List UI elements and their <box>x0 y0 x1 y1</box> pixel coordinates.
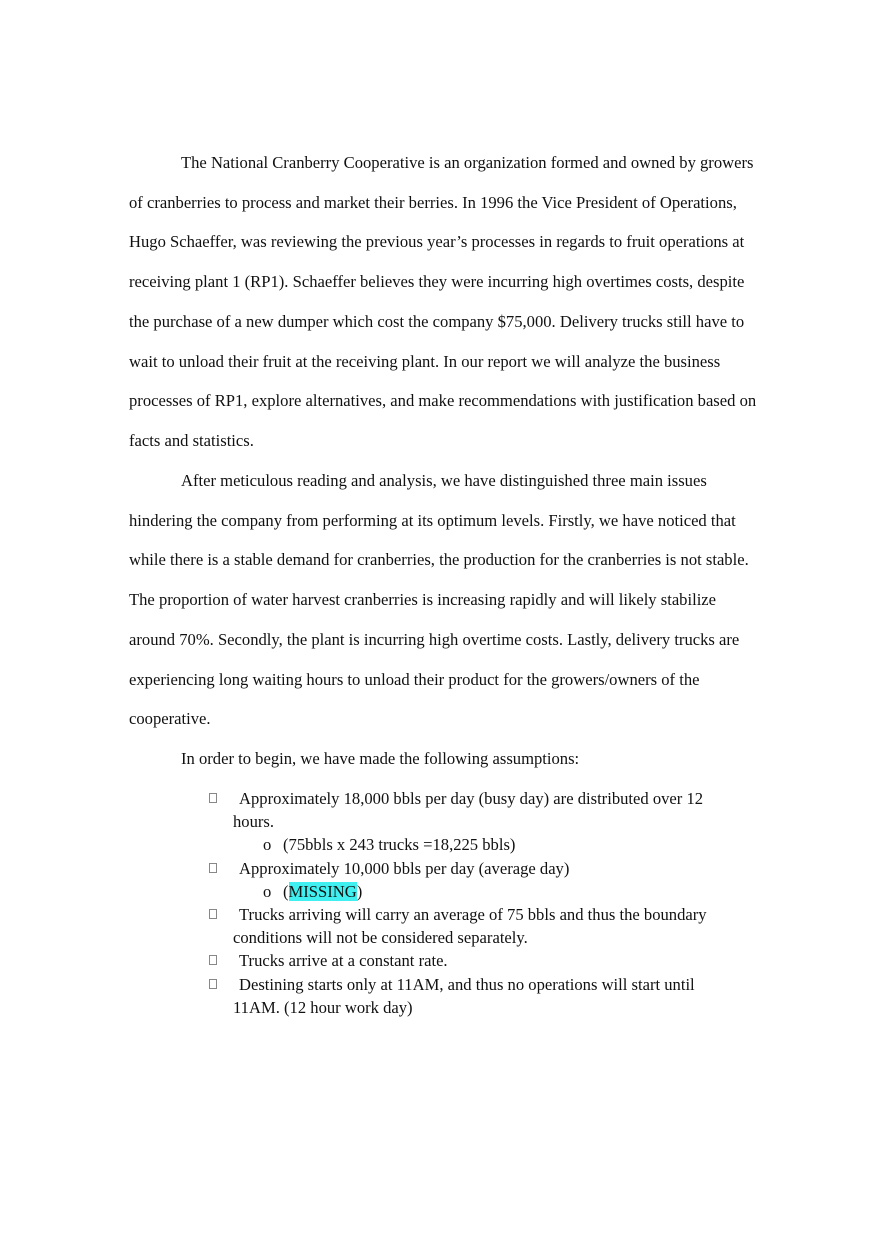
list-item <box>205 857 745 903</box>
list-item-text: Trucks arriving will carry an average of 75 bbls and thus the boundary conditions will not be considered separately. <box>233 905 707 948</box>
sub-list-item <box>233 833 745 856</box>
assumptions-list <box>205 787 745 1019</box>
bullet-box-icon <box>209 793 217 803</box>
bullet-box-icon <box>209 955 217 965</box>
missing-highlight: MISSING <box>288 881 357 901</box>
paragraph-issues <box>129 461 759 739</box>
list-item <box>205 787 745 857</box>
sub-list-item-prefix: ( <box>283 881 289 901</box>
paragraph-intro-text: The National Cranberry Cooperative is an organization formed and owned by growers of cranberries to process and market their berries. In 1996 the Vice President of Operations, Hugo Schaeffer, was reviewing the previous year’s processes in regards to fruit operations at receiving plant 1 (RP1). Schaeffer believes they were incurring high overtimes costs, despite the purchase of a new dumper which cost the company $75,000. Delivery trucks still have to wait to unload their fruit at the receiving plant. In our report we will analyze the business processes of RP1, explore alternatives, and make recommendations with justification based on facts and statistics. <box>129 153 757 450</box>
sub-list-item-suffix: ) <box>356 881 363 901</box>
list-item-text: Destining starts only at 11AM, and thus no operations will start until 11AM. (12 hour work day) <box>233 974 695 1017</box>
assumptions-intro: In order to begin, we have made the following assumptions: <box>181 749 580 768</box>
paragraph-intro <box>129 143 759 461</box>
sub-list-item-text: (75bbls x 243 trucks =18,225 bbls) <box>283 835 516 855</box>
paragraph-issues-text: After meticulous reading and analysis, we have distinguished three main issues hindering the company from performing at its optimum levels. Firstly, we have noticed that while there is a stable demand for cranberries, the production for the cranberries is not stable. The proportion of water harvest cranberries is increasing rapidly and will likely stabilize around 70%. Secondly, the plant is incurring high overtime costs. Lastly, delivery trucks are experiencing long waiting hours to unload their product for the growers/owners of the cooperative. <box>129 471 749 729</box>
bullet-box-icon <box>209 909 217 919</box>
list-item <box>205 949 745 972</box>
list-item <box>205 973 745 1019</box>
bullet-box-icon <box>209 863 217 873</box>
sub-bullet-marker: o <box>263 881 272 901</box>
sub-list-item <box>233 880 745 903</box>
list-item-text: Approximately 10,000 bbls per day (average day) <box>239 858 570 878</box>
list-item-text: Approximately 18,000 bbls per day (busy day) are distributed over 12 hours. <box>233 789 704 832</box>
list-item <box>205 903 745 949</box>
sub-bullet-marker: o <box>263 835 272 855</box>
list-item-text: Trucks arrive at a constant rate. <box>239 951 448 971</box>
bullet-box-icon <box>209 979 217 989</box>
